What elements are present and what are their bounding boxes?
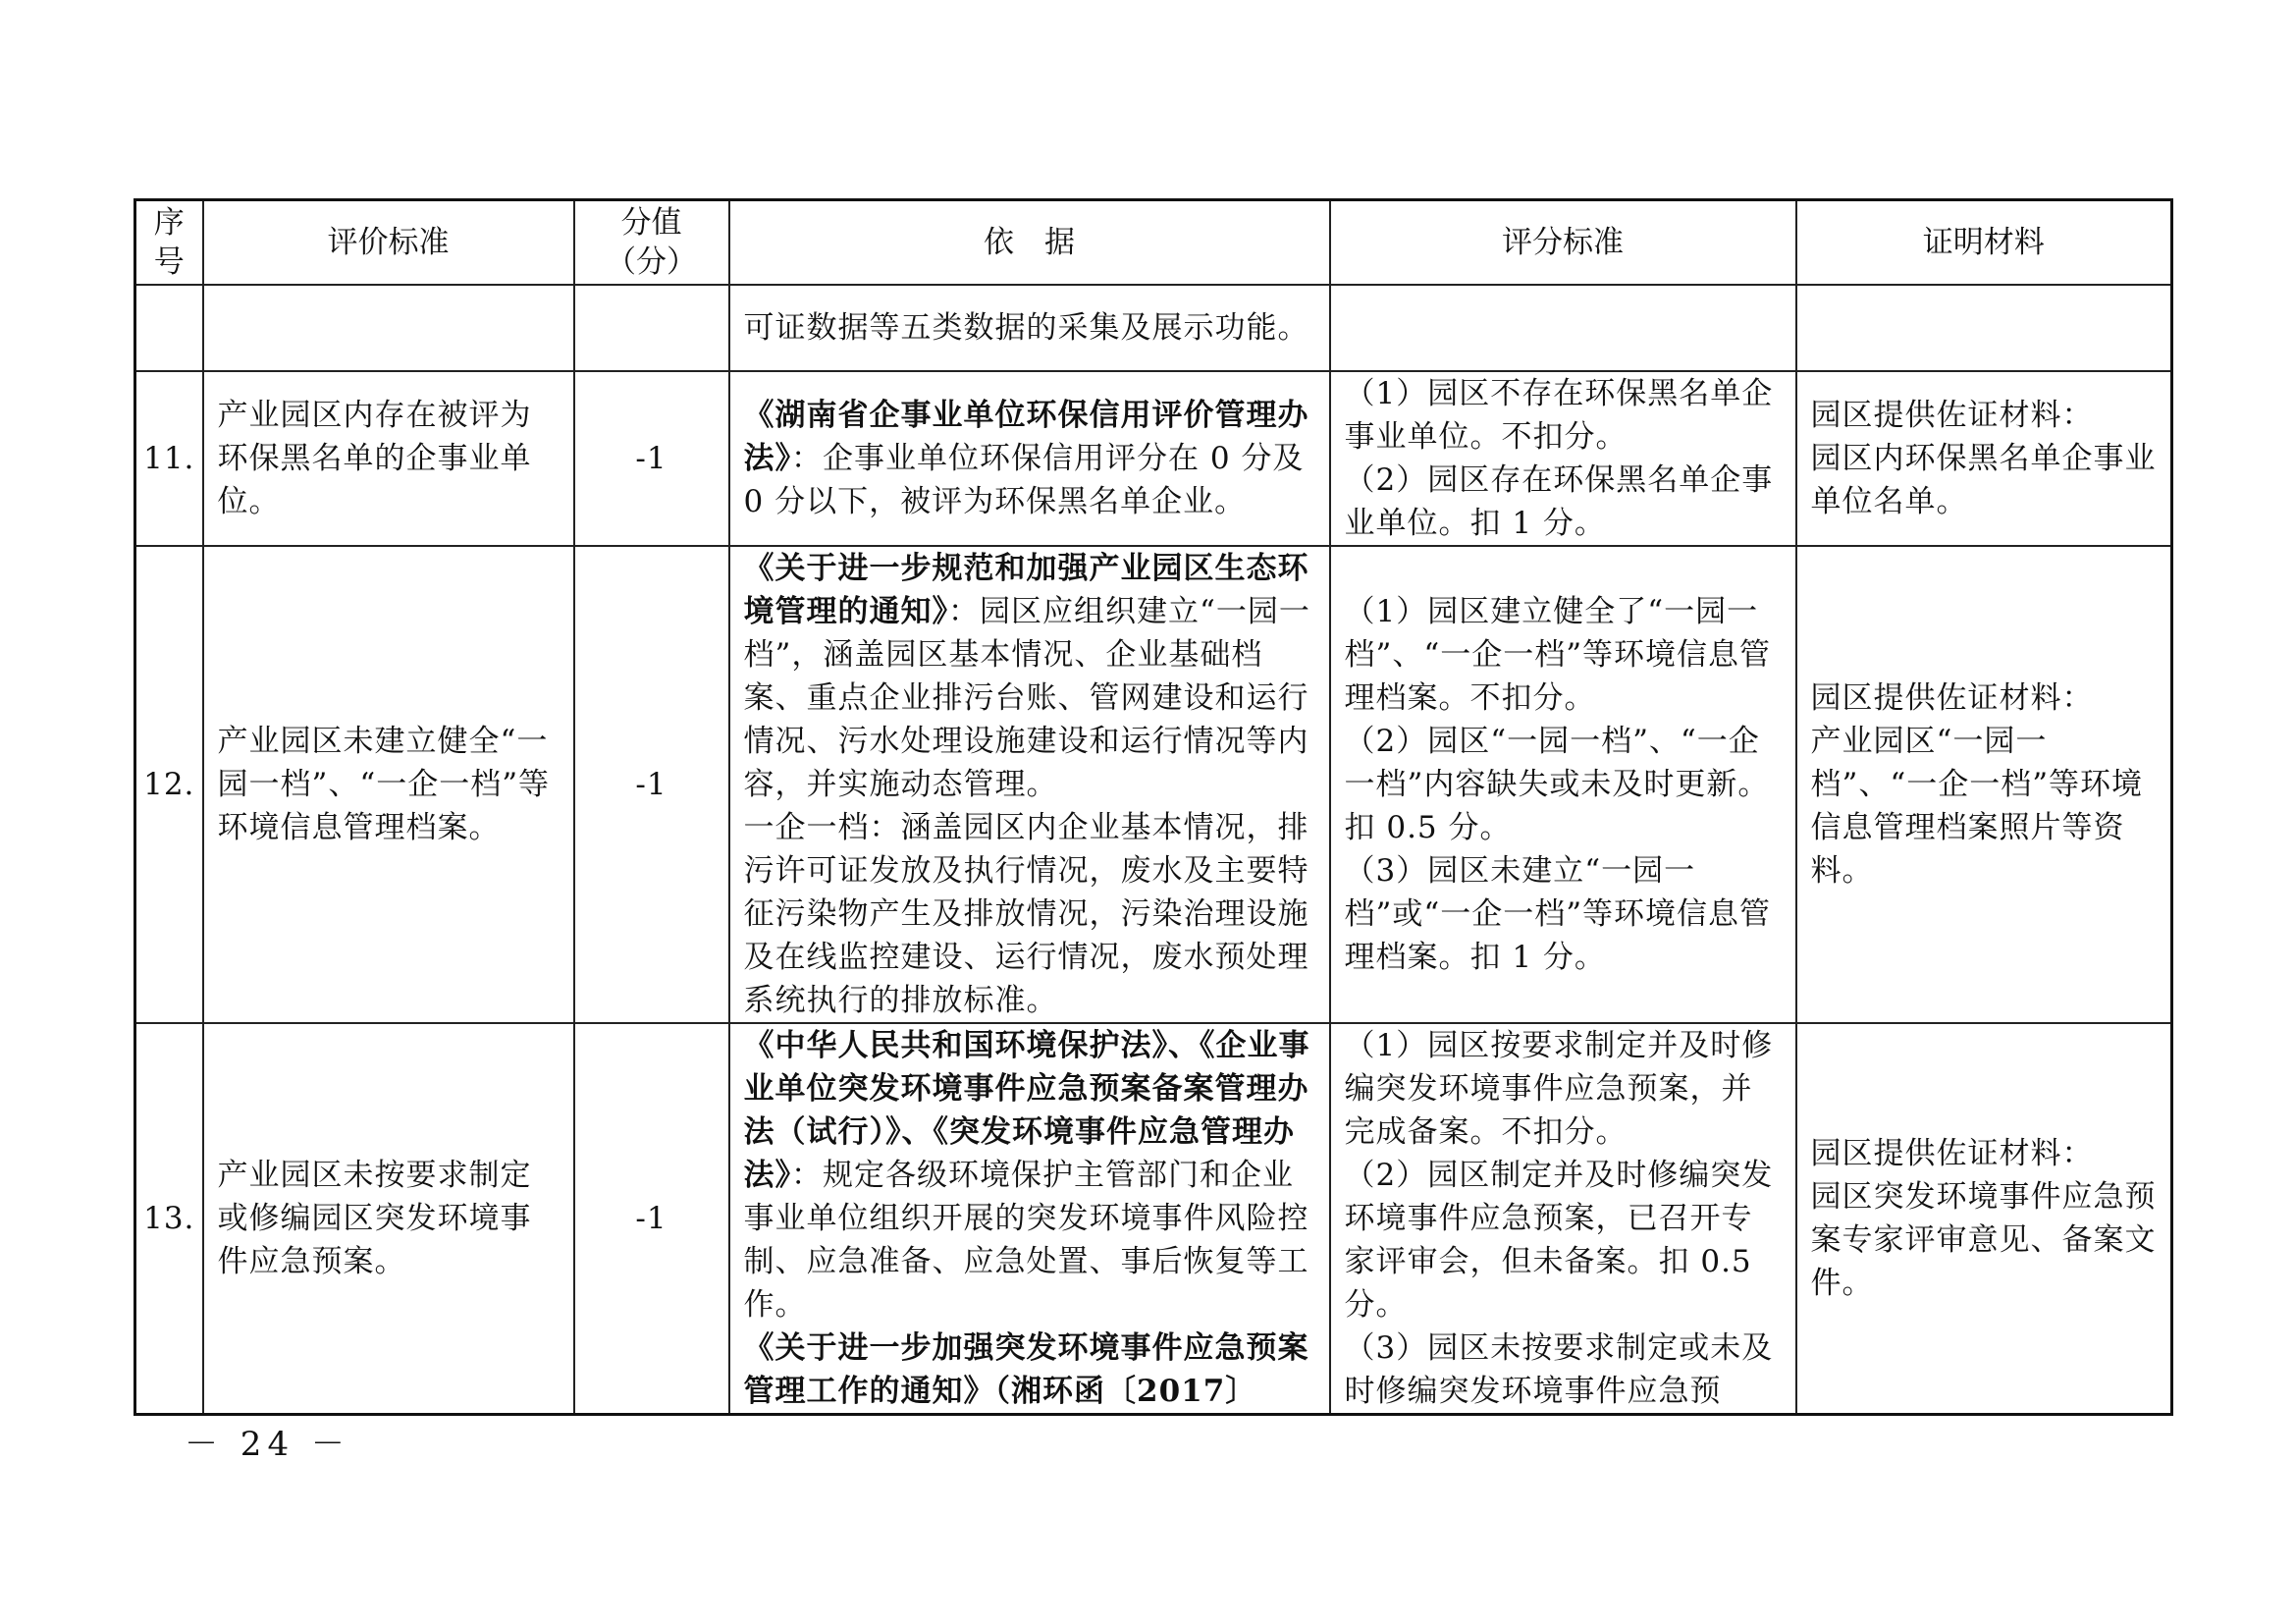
basis-cell bbox=[729, 285, 1330, 371]
header-evaluation-criterion: 评价标准 bbox=[203, 200, 574, 285]
scoring-cell bbox=[1330, 285, 1796, 371]
evidence-cell bbox=[1796, 285, 2172, 371]
score-cell bbox=[574, 285, 729, 371]
basis-document-title: 《中华人民共和国环境保护法》、《企业事业单位突发环境事件应急预案备案管理办法（试行）》、《突发环境事件应急管理办法》 bbox=[743, 1027, 1310, 1193]
basis-cell bbox=[729, 546, 1330, 1023]
header-serial-number: 序 号 bbox=[135, 200, 203, 285]
table-row bbox=[135, 546, 2172, 1023]
header-evidence-material: 证明材料 bbox=[1796, 200, 2172, 285]
table-row bbox=[135, 1023, 2172, 1415]
basis-cell bbox=[729, 1023, 1330, 1415]
basis-text: ：园区应组织建立“一园一档”，涵盖园区基本情况、企业基础档案、重点企业排污台账、管网建设和运行情况、污水处理设施建设和运行情况等内容，并实施动态管理。 一企一档：涵盖园区内企业基本情况，排污许可证发放及执行情况，废水及主要特征污染物产生及排放情况，污染治理设施及在线监控建设、运行情况，废水预处理系统执行的排放标准。 bbox=[743, 593, 1310, 1018]
serial-cell bbox=[135, 285, 203, 371]
score-cell: -1 bbox=[574, 1023, 729, 1415]
serial-cell: 13. bbox=[135, 1023, 203, 1415]
basis-document-title: 《关于进一步规范和加强产业园区生态环境管理的通知》 bbox=[743, 550, 1309, 629]
page-number: － 24 － bbox=[185, 1425, 350, 1464]
score-cell: -1 bbox=[574, 546, 729, 1023]
scoring-cell: （1）园区不存在环保黑名单企事业单位。不扣分。 （2）园区存在环保黑名单企事业单位。扣 1 分。 bbox=[1330, 371, 1796, 546]
evidence-cell: 园区提供佐证材料： 园区内环保黑名单企事业单位名单。 bbox=[1796, 371, 2172, 546]
scoring-cell: （1）园区按要求制定并及时修编突发环境事件应急预案，并完成备案。不扣分。 （2）园区制定并及时修编突发环境事件应急预案，已召开专家评审会，但未备案。扣 0.5 分。 （3）园区未按要求制定或未及时修编突发环境事件应急预 bbox=[1330, 1023, 1796, 1415]
basis-text: 可证数据等五类数据的采集及展示功能。 bbox=[743, 309, 1309, 346]
criterion-cell: 产业园区未按要求制定或修编园区突发环境事件应急预案。 bbox=[203, 1023, 574, 1415]
table-row bbox=[135, 285, 2172, 371]
table-header-row bbox=[135, 200, 2172, 285]
basis-text: ：规定各级环境保护主管部门和企业事业单位组织开展的突发环境事件风险控制、应急准备、应急处置、事后恢复等工作。 bbox=[743, 1157, 1309, 1323]
serial-cell: 12. bbox=[135, 546, 203, 1023]
header-scoring-standard: 评分标准 bbox=[1330, 200, 1796, 285]
evidence-cell: 园区提供佐证材料： 产业园区“一园一档”、“一企一档”等环境信息管理档案照片等资料。 bbox=[1796, 546, 2172, 1023]
evaluation-table bbox=[133, 198, 2173, 1416]
criterion-cell: 产业园区未建立健全“一园一档”、“一企一档”等环境信息管理档案。 bbox=[203, 546, 574, 1023]
table-row bbox=[135, 371, 2172, 546]
header-score-value: 分值 （分） bbox=[574, 200, 729, 285]
scoring-cell: （1）园区建立健全了“一园一档”、“一企一档”等环境信息管理档案。不扣分。 （2）园区“一园一档”、“一企一档”内容缺失或未及时更新。扣 0.5 分。 （3）园区未建立“一园一档”或“一企一档”等环境信息管理档案。扣 1 分。 bbox=[1330, 546, 1796, 1023]
basis-cell bbox=[729, 371, 1330, 546]
serial-cell: 11. bbox=[135, 371, 203, 546]
criterion-cell bbox=[203, 285, 574, 371]
basis-document-title-2: 《关于进一步加强突发环境事件应急预案管理工作的通知》（湘环函〔2017〕 bbox=[743, 1329, 1309, 1409]
basis-document-title: 《湖南省企事业单位环保信用评价管理办法》 bbox=[743, 397, 1309, 476]
header-basis: 依 据 bbox=[729, 200, 1330, 285]
criterion-cell: 产业园区内存在被评为环保黑名单的企事业单位。 bbox=[203, 371, 574, 546]
basis-text: ：企事业单位环保信用评分在 0 分及 0 分以下，被评为环保黑名单企业。 bbox=[743, 440, 1305, 519]
evidence-cell: 园区提供佐证材料： 园区突发环境事件应急预案专家评审意见、备案文件。 bbox=[1796, 1023, 2172, 1415]
score-cell: -1 bbox=[574, 371, 729, 546]
